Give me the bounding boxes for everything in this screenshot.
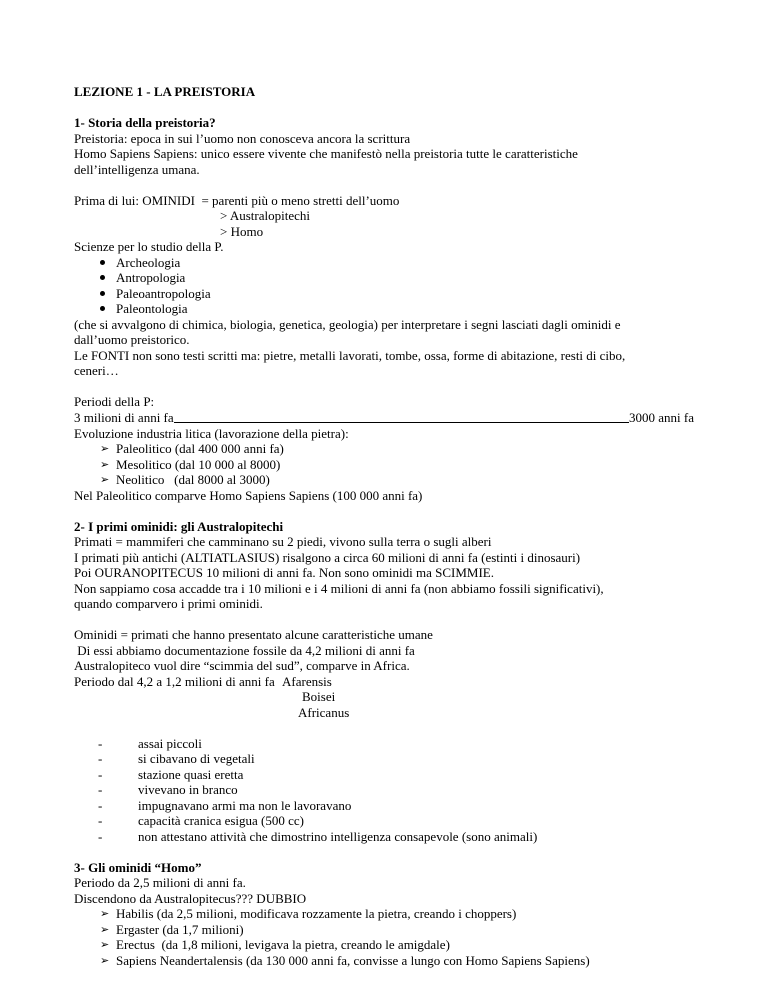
text-line: Australopiteco vuol dire “scimmia del sud”, comparve in Africa. [74, 658, 410, 673]
ominidi-subitem: > Homo [220, 223, 264, 239]
section-1-heading: 1- Storia della preistoria? [74, 115, 216, 130]
timeline-rule [174, 410, 629, 423]
text-line: Periodi della P: [74, 394, 155, 409]
text-line: Nel Paleolitico comparve Homo Sapiens Sapiens (100 000 anni fa) [74, 487, 423, 503]
timeline-start: 3 milioni di anni fa [74, 410, 174, 425]
list-item: Antropologia [74, 270, 754, 286]
species-item: Afarensis [282, 673, 332, 689]
list-item: ➢ Neolitico (dal 8000 al 3000) [100, 472, 270, 487]
homo-list [74, 906, 754, 968]
text-line: Poi OURANOPITECUS 10 milioni di anni fa. Non sono ominidi ma SCIMMIE. [74, 565, 494, 580]
list-item: ➢ Habilis (da 2,5 milioni, modificava rozzamente la pietra, creando i choppers) [100, 906, 517, 921]
traits-list [74, 736, 754, 845]
section-3-heading: 3- Gli ominidi “Homo” [74, 859, 202, 875]
text-line: dall’uomo preistorico. [74, 332, 190, 347]
arrow-icon: ➢ [100, 953, 110, 967]
text-line: Periodo da 2,5 milioni di anni fa. [74, 875, 246, 890]
text-line: Scienze per lo studio della P. [74, 239, 224, 254]
arrow-icon: ➢ [100, 473, 110, 486]
list-item: - capacità cranica esigua (500 cc) [74, 813, 754, 829]
timeline [74, 410, 694, 426]
document-page [74, 84, 754, 968]
text-line: Ominidi = primati che hanno presentato alcune caratteristiche umane [74, 627, 433, 642]
arrow-icon: ➢ [100, 457, 110, 471]
text-line: Primati = mammiferi che camminano su 2 piedi, vivono sulla terra o sugli alberi [74, 534, 492, 549]
text-line: Homo Sapiens Sapiens: unico essere vivente che manifestò nella preistoria tutte le caratteristiche [74, 146, 578, 161]
list-item: - non attestano attività che dimostrino intelligenza consapevole (sono animali) [74, 829, 754, 845]
text-line: dell’intelligenza umana. [74, 161, 200, 177]
arrow-icon: ➢ [100, 907, 110, 920]
periods-list [74, 441, 754, 488]
text-line: (che si avvalgono di chimica, biologia, genetica, geologia) per interpretare i segni lasciati dagli ominidi e [74, 316, 621, 332]
list-item: ➢ Paleolitico (dal 400 000 anni fa) [100, 441, 284, 456]
species-item: Boisei [302, 689, 336, 704]
list-item: ➢ Ergaster (da 1,7 milioni) [100, 921, 244, 937]
text-line: Di essi abbiamo documentazione fossile da 4,2 milioni di anni fa [74, 642, 415, 658]
list-item: Paleoantropologia [74, 286, 754, 302]
text-line: Evoluzione industria litica (lavorazione della pietra): [74, 425, 349, 441]
list-item: - si cibavano di vegetali [74, 751, 754, 767]
text-line: Le FONTI non sono testi scritti ma: pietre, metalli lavorati, tombe, ossa, forme di abitazione, resti di cibo, [74, 347, 626, 363]
text-line: Discendono da Australopitecus??? DUBBIO [74, 890, 307, 906]
list-item: ➢ Erectus (da 1,8 milioni, levigava la pietra, creando le amigdale) [100, 937, 450, 952]
species-row [74, 674, 754, 690]
text-line: ceneri… [74, 363, 119, 378]
list-item: Paleontologia [74, 301, 754, 317]
list-item: - stazione quasi eretta [74, 767, 754, 783]
list-item: - assai piccoli [74, 736, 754, 752]
list-item: ➢ Mesolitico (dal 10 000 al 8000) [100, 456, 281, 472]
sciences-list [74, 255, 754, 317]
arrow-icon: ➢ [100, 938, 110, 951]
list-item: - vivevano in branco [74, 782, 754, 798]
section-2-heading: 2- I primi ominidi: gli Australopitechi [74, 518, 284, 534]
list-item: Archeologia [74, 255, 754, 271]
arrow-icon: ➢ [100, 442, 110, 455]
document-title: LEZIONE 1 - LA PREISTORIA [74, 84, 256, 99]
list-item: ➢ Sapiens Neandertalensis (da 130 000 anni fa, convisse a lungo con Homo Sapiens Sapiens) [100, 952, 590, 968]
list-item: - impugnavano armi ma non le lavoravano [74, 798, 754, 814]
text-line: I primati più antichi (ALTIATLASIUS) risalgono a circa 60 milioni di anni fa (estinti i dinosauri) [74, 549, 581, 565]
text-line: Non sappiamo cosa accadde tra i 10 milioni e i 4 milioni di anni fa (non abbiamo fossili significativi), [74, 580, 604, 596]
arrow-icon: ➢ [100, 922, 110, 936]
species-item: Africanus [298, 704, 350, 720]
text-line: Preistoria: epoca in sui l’uomo non conosceva ancora la scrittura [74, 130, 411, 146]
text-line: Prima di lui: OMINIDI = parenti più o meno stretti dell’uomo [74, 192, 400, 208]
timeline-end: 3000 anni fa [629, 410, 694, 425]
ominidi-subitem: > Australopitechi [220, 208, 311, 223]
text-line: quando comparvero i primi ominidi. [74, 596, 263, 611]
period-label: Periodo dal 4,2 a 1,2 milioni di anni fa [74, 673, 275, 689]
